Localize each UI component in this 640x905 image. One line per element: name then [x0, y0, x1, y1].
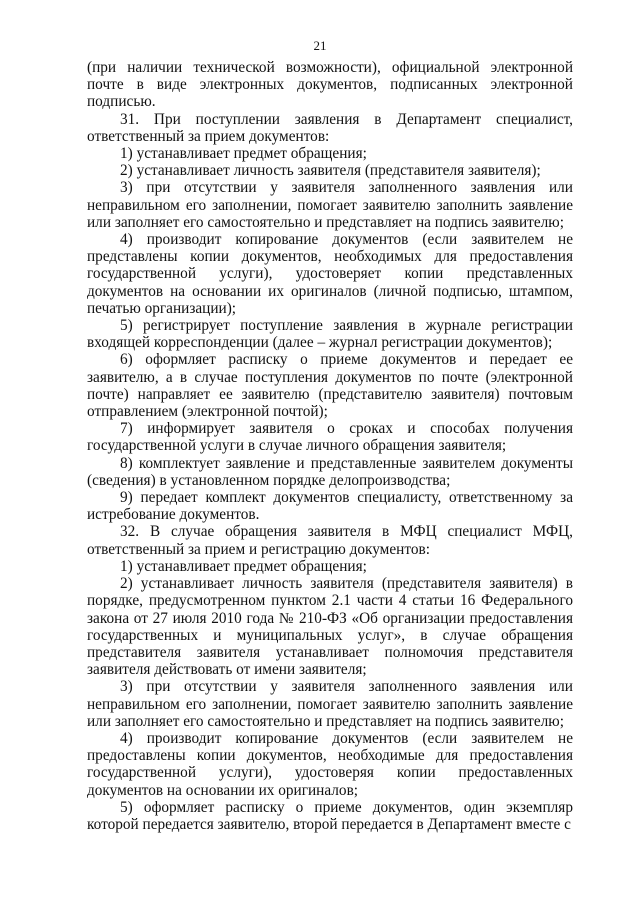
list-item-31-1: 1) устанавливает предмет обращения; [120, 145, 367, 163]
list-item-31-2: 2) устанавливает личность заявителя (представителя заявителя); [120, 162, 541, 180]
list-item-32-5: 5) оформляет расписку о приеме документов, один экземпляр которой передается заявителю, второй передается в Департамент вместе с [87, 798, 573, 833]
list-item-31-5: 5) регистрирует поступление заявления в журнале регистрации входящей корреспонденции (далее – журнал регистрации документов); [87, 317, 573, 352]
paragraph-clause-31: 31. При поступлении заявления в Департамент специалист, ответственный за прием документов: [87, 110, 573, 145]
list-item-32-1: 1) устанавливает предмет обращения; [120, 557, 367, 575]
list-item-31-9: 9) передает комплект документов специалисту, ответственному за истребование документов. [87, 489, 573, 524]
list-item-31-8: 8) комплектует заявление и представленные заявителем документы (сведения) в установленном порядке делопроизводства; [87, 454, 573, 489]
list-item-32-4: 4) производит копирование документов (если заявителем не предоставлены копии документов, необходимые для предоставления государственной услуги), удостоверяя копии предоставленных документов на основании их оригиналов; [87, 729, 573, 799]
list-item-31-3: 3) при отсутствии у заявителя заполненного заявления или неправильном его заполнении, помогает заявителю заполнить заявление или заполняет его самостоятельно и представляет на подпись заявителю; [87, 179, 573, 231]
paragraph-clause-32: 32. В случае обращения заявителя в МФЦ специалист МФЦ, ответственный за прием и регистрацию документов: [87, 523, 573, 558]
document-body [87, 59, 573, 833]
list-item-31-7: 7) информирует заявителя о сроках и способах получения государственной услуги в случае личного обращения заявителя; [87, 420, 573, 455]
paragraph-continuation: (при наличии технической возможности), официальной электронной почте в виде электронных документов, подписанных электронной подписью. [87, 59, 573, 111]
page-number: 21 [313, 38, 327, 53]
list-item-32-3: 3) при отсутствии у заявителя заполненного заявления или неправильном его заполнении, помогает заявителю заполнить заявление или заполняет его самостоятельно и представляет на подпись заявителю; [87, 678, 573, 730]
list-item-31-4: 4) производит копирование документов (если заявителем не представлены копии документов, необходимых для предоставления государственной услуги), удостоверяет копии представленных документов на основании их оригиналов (личной подписью, штампом, печатью организации); [87, 231, 573, 317]
list-item-32-2: 2) устанавливает личность заявителя (представителя заявителя) в порядке, предусмотренном пунктом 2.1 части 4 статьи 16 Федерального закона от 27 июля 2010 года № 210-ФЗ «Об организации предоставления государственных и муниципальных услуг», в случае обращения представителя заявителя устанавливает полномочия представителя заявителя действовать от имени заявителя; [87, 575, 573, 679]
list-item-31-6: 6) оформляет расписку о приеме документов и передает ее заявителю, а в случае поступления документов по почте (электронной почте) направляет ее заявителю (представителю заявителя) почтовым отправлением (электронной почтой); [87, 351, 573, 421]
